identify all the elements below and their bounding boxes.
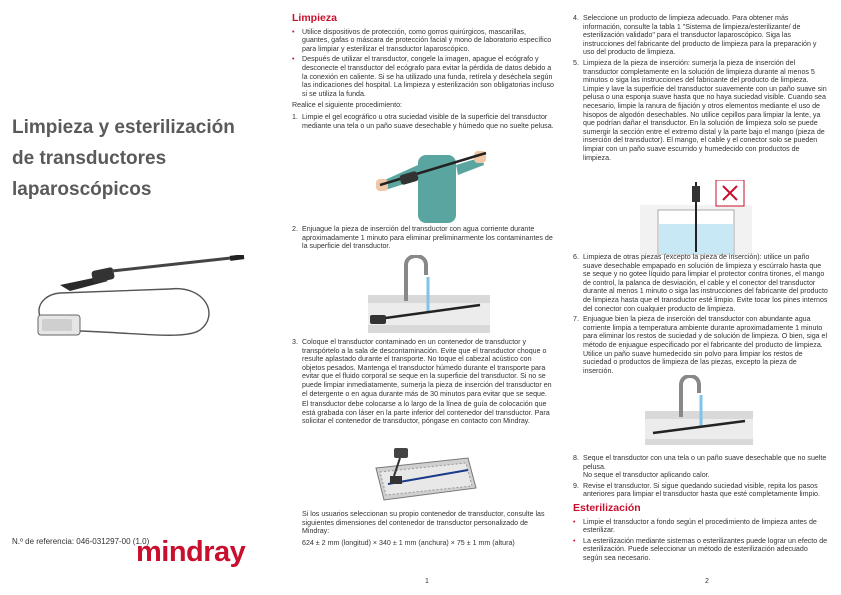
cover-title-line-3: laparoscópicos	[12, 179, 152, 200]
cleaning-bullets	[292, 28, 554, 99]
immersion-tank-illustration	[640, 180, 752, 255]
cleaning-bullet-1: • Utilice dispositivos de protección, como gorros quirúrgicos, mascarillas, guantes, gafas o máscara de protección facial y mono de laboratorio específico para limpiar y esterilizar el transductor laparoscópico.	[292, 28, 554, 54]
procedure-intro: Realice el siguiente procedimiento:	[292, 101, 403, 110]
cleaning-heading: Limpieza	[292, 12, 337, 24]
cover-title-line-1: Limpieza y esterilización	[12, 117, 235, 138]
cover-title	[12, 112, 272, 205]
steps-6-7	[573, 253, 828, 377]
container-dimensions: 624 ± 2 mm (longitud) × 340 ± 1 mm (anchura) × 75 ± 1 mm (altura)	[302, 538, 515, 547]
step-5	[573, 59, 828, 162]
step-3	[292, 338, 554, 429]
step-7-number: 7.	[573, 315, 579, 324]
step-2-number: 2.	[292, 225, 298, 233]
step-1	[292, 113, 554, 130]
step-4-text: Seleccione un producto de limpieza adecuado. Para obtener más información, consulte la tabla 1 "Sistema de limpieza/esterilizante/ de esterilización validado" para el transductor laparoscópico. Siga las instrucciones del fabricante del producto de limpieza para la preparación y uso del producto de limpieza.	[583, 14, 817, 57]
step-5-text: Limpieza de la pieza de inserción: sumerja la pieza de inserción del transductor completamente en la solución de limpieza durante al menos 5 minutos o siga las instrucciones del fabricante del producto de limpieza. Limpie y lave la superficie del transductor suavemente con un paño suave sin pelusa o una esponja suave hasta que no haya suciedad visible. Cuando sea necesario, limpie la ranura de fijación y otros elementos mediante el uso de hisopos de algodón desechables. No utilice cepillos para limpiar la lente, ya que podrían dañar el transductor. En la solución de limpieza solo se puede sumergir la sección entre el extremo distal y la parte bajo el mango (pieza de inserción del transductor). El mango, el cable y el conector solo se pueden limpiar con un paño suave escurrido y humedecido con productos de limpieza.	[583, 58, 827, 162]
step-1-text: Limpie el gel ecográfico u otra suciedad visible de la superficie del transductor mediante una tela o un paño suave desechable y húmedo que no suelte pelusa.	[302, 112, 554, 130]
step-6-number: 6.	[573, 253, 579, 261]
step-9-number: 9.	[573, 481, 579, 490]
step-3-text: Coloque el transductor contaminado en un contenedor de transductor y transpórtelo a la sala de descontaminación. Evite que el transductor choque o resulte aplastado durante el transporte. No toque el cabezal acústico con objetos pesados. Mantenga el transductor húmedo durante el transporte para evitar que el fluido corporal se seque en la superficie del transductor. Si no se puede limpiar inmediatamente, sumerja la pieza de inserción del transductor en el detergente o en agua durante más de 30 minutos para evitar que se seque.	[302, 338, 552, 398]
step-2-text: Enjuague la pieza de inserción del transductor con agua corriente durante aproximadamente 1 minuto para eliminar preliminarmente los contaminantes de la superficie del transductor.	[302, 225, 553, 251]
reference-number: N.º de referencia: 046-031297-00 (1.0)	[12, 537, 150, 546]
step-9-text: Revise el transductor. Si sigue quedando suciedad visible, repita los pasos anteriores para limpiar el transductor hasta que esté completamente limpio.	[583, 481, 820, 499]
cleaning-bullet-2: • Después de utilizar el transductor, congele la imagen, apague el ecógrafo y desconecte el transductor del ecógrafo para evitar la pérdida de datos debido a la conexión en caliente. Si se ha utilizado una funda, retírela y deséchela según las indicaciones del hospital. La limpieza y esterilización son obligatorias incluso si se utiliza la funda.	[292, 55, 554, 98]
probe-illustration	[20, 255, 260, 355]
step-8-number: 8.	[573, 454, 579, 462]
step-8-text: Seque el transductor con una tela o un paño suave desechable que no suelte pelusa.	[583, 454, 827, 471]
tray-container-illustration	[368, 448, 480, 502]
step-7-text: Enjuague bien la pieza de inserción del transductor con abundante agua corriente limpia a temperatura ambiente durante aproximadamente 1 minuto para eliminar los restos de suciedad y de solución de limpieza. O bien, siga el método de enjuague especificado por el fabricante del producto de limpieza. Utilice un paño suave humedecido sin polvo para limpiar los restos de suciedad o productos de limpieza de las piezas, excepto la pieza de inserción.	[583, 315, 828, 375]
step-6	[573, 253, 828, 313]
cover-title-line-2: de transductores	[12, 148, 167, 169]
step-9	[573, 482, 828, 499]
steps-8-9	[573, 454, 828, 566]
step-3-extra: El transductor debe colocarse a lo largo de la línea de guía de colocación que está grabada con láser en la parte inferior del contenedor del transductor. Para solicitar el contenedor de transductor, póngase en contacto con Mindray.	[302, 400, 550, 426]
step-4	[573, 14, 828, 57]
hand-wipe-illustration	[370, 135, 490, 223]
step-2	[292, 225, 554, 253]
step-8-extra: No seque el transductor aplicando calor.	[583, 471, 710, 480]
step-4-number: 4.	[573, 14, 579, 22]
page-number-2: 2	[705, 578, 709, 585]
step-3-number: 3.	[292, 338, 298, 346]
mindray-logo: mindray	[136, 536, 246, 568]
step-7	[573, 315, 828, 375]
container-note: Si los usuarios seleccionan su propio contenedor de transductor, consulte las siguientes dimensiones del contenedor de transductor personalizado de Mindray:	[302, 510, 545, 536]
faucet-rinse-illustration	[368, 255, 490, 333]
faucet-rinse-illustration-2	[645, 375, 753, 445]
step-1-number: 1.	[292, 112, 298, 121]
container-note-block	[302, 510, 552, 550]
cleaning-column	[292, 14, 554, 132]
sterilization-bullets	[573, 518, 828, 563]
step-6-text: Limpieza de otras piezas (excepto la pieza de inserción): utilice un paño suave desechable empapado en solución de limpieza y escúrralo hasta que se seque y no gotee líquido para limpiar el protector contra tirones, el mango de control, la palanca de desviación, el cable y el conector del transductor durante al menos 1 minuto o siga las instrucciones del fabricante del producto de limpieza hasta que el transductor esté limpio. Evite tocar los pines internos del conector con cualquier producto de limpieza.	[583, 253, 828, 313]
page-number-1: 1	[425, 578, 429, 585]
sterilization-bullet-1: • Limpie el transductor a fondo según el procedimiento de limpieza antes de esterilizar.	[573, 518, 828, 535]
step-8	[573, 454, 828, 480]
steps-4-5	[573, 14, 828, 164]
sterilization-heading: Esterilización	[573, 501, 641, 514]
sterilization-bullet-2: • La esterilización mediante sistemas o esterilizantes puede lograr un efecto de esterilización. Puede seleccionar un método de esterilización adecuado según sea necesario.	[573, 537, 828, 563]
step-5-number: 5.	[573, 58, 579, 67]
